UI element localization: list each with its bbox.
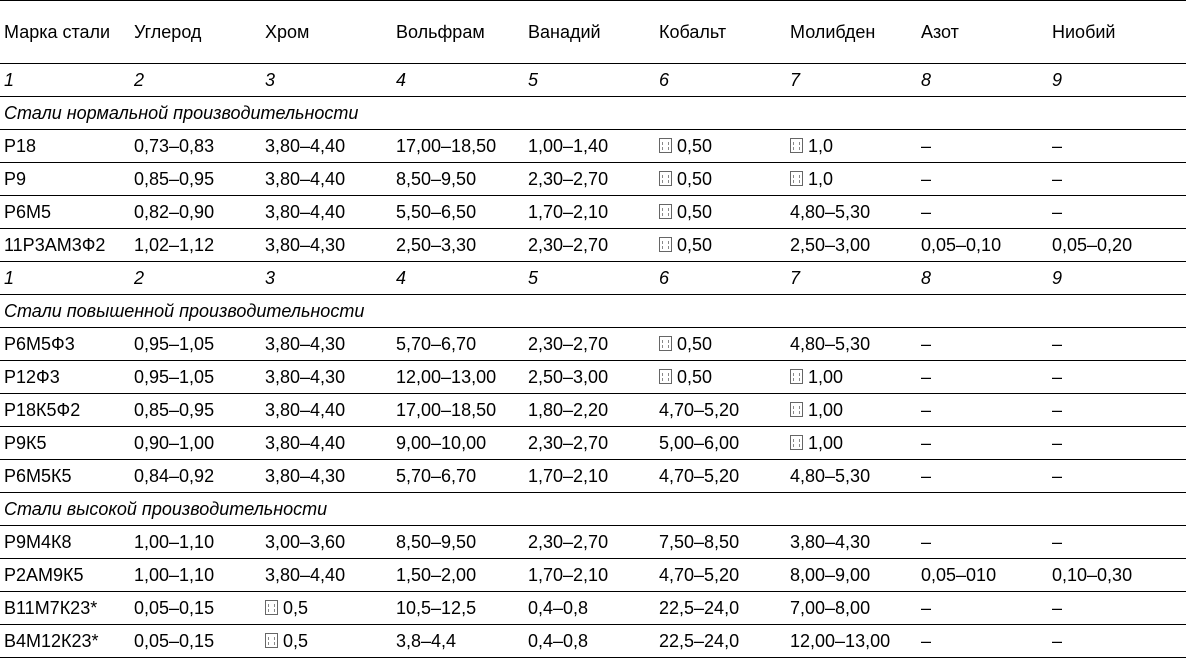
cell-tungsten: 8,50–9,50 xyxy=(392,526,524,559)
cell-molybdenum xyxy=(786,427,917,460)
cell-vanadium: 0,4–0,8 xyxy=(524,625,655,658)
cell-cobalt: 5,00–6,00 xyxy=(655,427,786,460)
leq-symbol-icon xyxy=(265,633,278,648)
cell-tungsten: 12,00–13,00 xyxy=(392,361,524,394)
header-row xyxy=(0,1,1186,64)
cell-carbon: 0,05–0,15 xyxy=(130,592,261,625)
cell-tungsten: 2,50–3,30 xyxy=(392,229,524,262)
cell-molybdenum xyxy=(786,361,917,394)
cell-nitrogen: – xyxy=(917,394,1048,427)
cell-grade: Р2АМ9К5 xyxy=(0,559,130,592)
cell-carbon: 1,00–1,10 xyxy=(130,559,261,592)
cell-grade: Р18 xyxy=(0,130,130,163)
cell-tungsten: 5,70–6,70 xyxy=(392,460,524,493)
col-number: 9 xyxy=(1048,64,1186,97)
cell-chromium: 3,80–4,40 xyxy=(261,196,392,229)
cell-value: 0,50 xyxy=(677,366,713,387)
section-title: Стали повышенной производительности xyxy=(0,295,1186,328)
col-number: 4 xyxy=(392,262,524,295)
table-row xyxy=(0,460,1186,493)
col-number: 7 xyxy=(786,64,917,97)
cell-niobium: – xyxy=(1048,196,1186,229)
column-number-row xyxy=(0,64,1186,97)
cell-nitrogen: – xyxy=(917,427,1048,460)
cell-molybdenum: 4,80–5,30 xyxy=(786,328,917,361)
cell-grade: В11М7К23* xyxy=(0,592,130,625)
cell-grade: 11Р3АМ3Ф2 xyxy=(0,229,130,262)
section-row-normal xyxy=(0,97,1186,130)
cell-grade: Р6М5 xyxy=(0,196,130,229)
cell-grade: Р9М4К8 xyxy=(0,526,130,559)
leq-symbol-icon xyxy=(659,171,672,186)
cell-vanadium: 1,70–2,10 xyxy=(524,559,655,592)
cell-value: 1,0 xyxy=(808,135,834,156)
cell-cobalt xyxy=(655,361,786,394)
cell-cobalt xyxy=(655,328,786,361)
col-number: 3 xyxy=(261,64,392,97)
cell-niobium: – xyxy=(1048,592,1186,625)
cell-value: 1,00 xyxy=(808,432,844,453)
cell-tungsten: 17,00–18,50 xyxy=(392,394,524,427)
cell-value: 1,00 xyxy=(808,366,844,387)
col-number: 1 xyxy=(0,64,130,97)
cell-vanadium: 1,80–2,20 xyxy=(524,394,655,427)
cell-chromium: 3,80–4,30 xyxy=(261,460,392,493)
cell-vanadium: 2,50–3,00 xyxy=(524,361,655,394)
cell-niobium: 0,05–0,20 xyxy=(1048,229,1186,262)
col-number: 8 xyxy=(917,64,1048,97)
cell-grade: Р12Ф3 xyxy=(0,361,130,394)
col-number: 7 xyxy=(786,262,917,295)
col-number: 5 xyxy=(524,64,655,97)
cell-carbon: 0,73–0,83 xyxy=(130,130,261,163)
col-number: 3 xyxy=(261,262,392,295)
cell-tungsten: 8,50–9,50 xyxy=(392,163,524,196)
cell-niobium: – xyxy=(1048,625,1186,658)
cell-vanadium: 1,70–2,10 xyxy=(524,196,655,229)
cell-value: 0,50 xyxy=(677,135,713,156)
cell-carbon: 0,95–1,05 xyxy=(130,361,261,394)
cell-nitrogen: – xyxy=(917,460,1048,493)
cell-vanadium: 1,00–1,40 xyxy=(524,130,655,163)
table-row xyxy=(0,229,1186,262)
cell-cobalt: 22,5–24,0 xyxy=(655,592,786,625)
header-nitrogen: Азот xyxy=(917,1,1048,64)
cell-value: 0,50 xyxy=(677,168,713,189)
cell-molybdenum xyxy=(786,130,917,163)
leq-symbol-icon xyxy=(659,237,672,252)
section-title: Стали нормальной производительности xyxy=(0,97,1186,130)
cell-chromium: 3,80–4,40 xyxy=(261,559,392,592)
cell-carbon: 1,00–1,10 xyxy=(130,526,261,559)
cell-value: 0,50 xyxy=(677,333,713,354)
cell-niobium: – xyxy=(1048,130,1186,163)
cell-niobium: – xyxy=(1048,427,1186,460)
cell-vanadium: 2,30–2,70 xyxy=(524,427,655,460)
cell-nitrogen: – xyxy=(917,526,1048,559)
cell-vanadium: 2,30–2,70 xyxy=(524,526,655,559)
leq-symbol-icon xyxy=(659,138,672,153)
cell-chromium: 3,80–4,40 xyxy=(261,130,392,163)
cell-cobalt: 4,70–5,20 xyxy=(655,394,786,427)
cell-vanadium: 0,4–0,8 xyxy=(524,592,655,625)
cell-chromium: 3,80–4,30 xyxy=(261,328,392,361)
col-number: 8 xyxy=(917,262,1048,295)
cell-molybdenum: 7,00–8,00 xyxy=(786,592,917,625)
col-number: 2 xyxy=(130,64,261,97)
table-row xyxy=(0,427,1186,460)
leq-symbol-icon xyxy=(790,435,803,450)
cell-chromium: 3,00–3,60 xyxy=(261,526,392,559)
table-row xyxy=(0,526,1186,559)
leq-symbol-icon xyxy=(659,336,672,351)
cell-grade: Р9К5 xyxy=(0,427,130,460)
leq-symbol-icon xyxy=(790,138,803,153)
table-row xyxy=(0,130,1186,163)
cell-molybdenum: 12,00–13,00 xyxy=(786,625,917,658)
cell-nitrogen: – xyxy=(917,361,1048,394)
steel-composition-table xyxy=(0,1,1186,658)
cell-chromium xyxy=(261,625,392,658)
header-grade: Марка стали xyxy=(0,1,130,64)
header-niobium: Ниобий xyxy=(1048,1,1186,64)
cell-niobium: – xyxy=(1048,460,1186,493)
cell-grade: Р18К5Ф2 xyxy=(0,394,130,427)
table-row xyxy=(0,394,1186,427)
header-tungsten: Вольфрам xyxy=(392,1,524,64)
section-row-increased xyxy=(0,295,1186,328)
cell-vanadium: 2,30–2,70 xyxy=(524,328,655,361)
cell-cobalt xyxy=(655,196,786,229)
cell-nitrogen: – xyxy=(917,328,1048,361)
cell-cobalt xyxy=(655,229,786,262)
cell-nitrogen: – xyxy=(917,625,1048,658)
table-row xyxy=(0,361,1186,394)
cell-nitrogen: 0,05–0,10 xyxy=(917,229,1048,262)
leq-symbol-icon xyxy=(790,171,803,186)
header-molybdenum: Молибден xyxy=(786,1,917,64)
cell-niobium: – xyxy=(1048,328,1186,361)
cell-value: 0,5 xyxy=(283,597,309,618)
table-row xyxy=(0,163,1186,196)
cell-niobium: – xyxy=(1048,361,1186,394)
cell-molybdenum: 8,00–9,00 xyxy=(786,559,917,592)
cell-vanadium: 1,70–2,10 xyxy=(524,460,655,493)
leq-symbol-icon xyxy=(790,402,803,417)
cell-niobium: – xyxy=(1048,163,1186,196)
cell-nitrogen: 0,05–010 xyxy=(917,559,1048,592)
cell-grade: В4М12К23* xyxy=(0,625,130,658)
cell-grade: Р9 xyxy=(0,163,130,196)
cell-carbon: 0,95–1,05 xyxy=(130,328,261,361)
cell-chromium xyxy=(261,592,392,625)
cell-carbon: 0,85–0,95 xyxy=(130,163,261,196)
col-number: 4 xyxy=(392,64,524,97)
cell-cobalt xyxy=(655,130,786,163)
cell-cobalt: 4,70–5,20 xyxy=(655,559,786,592)
cell-molybdenum: 3,80–4,30 xyxy=(786,526,917,559)
cell-nitrogen: – xyxy=(917,196,1048,229)
section-title: Стали высокой производительности xyxy=(0,493,1186,526)
col-number: 6 xyxy=(655,262,786,295)
cell-molybdenum: 4,80–5,30 xyxy=(786,196,917,229)
col-number: 9 xyxy=(1048,262,1186,295)
cell-cobalt: 22,5–24,0 xyxy=(655,625,786,658)
col-number: 5 xyxy=(524,262,655,295)
cell-molybdenum xyxy=(786,163,917,196)
cell-tungsten: 3,8–4,4 xyxy=(392,625,524,658)
cell-chromium: 3,80–4,40 xyxy=(261,427,392,460)
cell-tungsten: 17,00–18,50 xyxy=(392,130,524,163)
cell-chromium: 3,80–4,40 xyxy=(261,163,392,196)
cell-tungsten: 10,5–12,5 xyxy=(392,592,524,625)
cell-value: 1,00 xyxy=(808,399,844,420)
cell-nitrogen: – xyxy=(917,163,1048,196)
cell-value: 0,50 xyxy=(677,201,713,222)
cell-vanadium: 2,30–2,70 xyxy=(524,229,655,262)
cell-chromium: 3,80–4,30 xyxy=(261,361,392,394)
cell-grade: Р6М5К5 xyxy=(0,460,130,493)
cell-tungsten: 9,00–10,00 xyxy=(392,427,524,460)
cell-value: 0,5 xyxy=(283,630,309,651)
cell-cobalt: 4,70–5,20 xyxy=(655,460,786,493)
cell-tungsten: 1,50–2,00 xyxy=(392,559,524,592)
col-number: 2 xyxy=(130,262,261,295)
table-row xyxy=(0,559,1186,592)
cell-nitrogen: – xyxy=(917,592,1048,625)
leq-symbol-icon xyxy=(790,369,803,384)
table-row xyxy=(0,625,1186,658)
table-row xyxy=(0,328,1186,361)
header-vanadium: Ванадий xyxy=(524,1,655,64)
leq-symbol-icon xyxy=(265,600,278,615)
cell-carbon: 0,05–0,15 xyxy=(130,625,261,658)
leq-symbol-icon xyxy=(659,369,672,384)
cell-niobium: – xyxy=(1048,526,1186,559)
table-row xyxy=(0,196,1186,229)
table-row xyxy=(0,592,1186,625)
column-number-row xyxy=(0,262,1186,295)
cell-value: 1,0 xyxy=(808,168,834,189)
cell-cobalt xyxy=(655,163,786,196)
cell-niobium: – xyxy=(1048,394,1186,427)
cell-carbon: 0,90–1,00 xyxy=(130,427,261,460)
cell-carbon: 1,02–1,12 xyxy=(130,229,261,262)
cell-molybdenum: 2,50–3,00 xyxy=(786,229,917,262)
cell-molybdenum xyxy=(786,394,917,427)
cell-vanadium: 2,30–2,70 xyxy=(524,163,655,196)
header-carbon: Углерод xyxy=(130,1,261,64)
cell-chromium: 3,80–4,30 xyxy=(261,229,392,262)
cell-carbon: 0,84–0,92 xyxy=(130,460,261,493)
cell-tungsten: 5,70–6,70 xyxy=(392,328,524,361)
cell-cobalt: 7,50–8,50 xyxy=(655,526,786,559)
cell-value: 0,50 xyxy=(677,234,713,255)
header-chromium: Хром xyxy=(261,1,392,64)
cell-carbon: 0,82–0,90 xyxy=(130,196,261,229)
cell-tungsten: 5,50–6,50 xyxy=(392,196,524,229)
header-cobalt: Кобальт xyxy=(655,1,786,64)
cell-nitrogen: – xyxy=(917,130,1048,163)
cell-molybdenum: 4,80–5,30 xyxy=(786,460,917,493)
col-number: 6 xyxy=(655,64,786,97)
col-number: 1 xyxy=(0,262,130,295)
cell-chromium: 3,80–4,40 xyxy=(261,394,392,427)
cell-grade: Р6М5Ф3 xyxy=(0,328,130,361)
cell-carbon: 0,85–0,95 xyxy=(130,394,261,427)
section-row-high xyxy=(0,493,1186,526)
cell-niobium: 0,10–0,30 xyxy=(1048,559,1186,592)
leq-symbol-icon xyxy=(659,204,672,219)
